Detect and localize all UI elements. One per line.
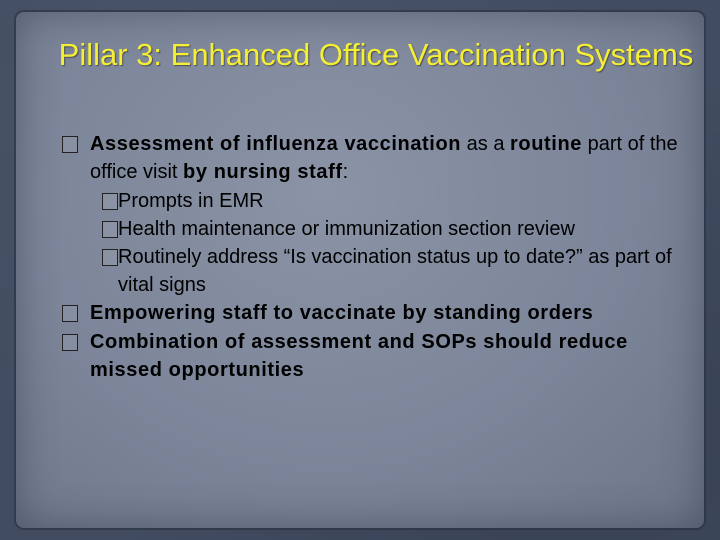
square-bullet-icon bbox=[62, 305, 78, 322]
square-bullet-icon bbox=[102, 221, 118, 238]
square-bullet-icon bbox=[102, 193, 118, 210]
bullet-text-part: by nursing staff bbox=[183, 161, 343, 183]
bullet-text-part: Routinely address “Is vaccination status up to date?” as part of vital signs bbox=[118, 246, 672, 296]
bullet-text-part: Assessment of influenza vaccination bbox=[90, 133, 462, 155]
bullet-text-part: Prompts in EMR bbox=[118, 190, 264, 212]
slide-title: Pillar 3: Enhanced Office Vaccination Systems bbox=[58, 37, 694, 72]
bullet-text-part: as a bbox=[461, 133, 511, 155]
bullet-text-part: Health maintenance or immunization section review bbox=[118, 218, 575, 240]
slide-body bbox=[62, 130, 682, 385]
bullet-text-part: Combination of assessment and SOPs should reduce missed opportunities bbox=[90, 331, 628, 381]
bullet-text-part: Empowering staff to vaccinate by standing orders bbox=[90, 302, 594, 324]
bullet-item-combination bbox=[62, 328, 682, 384]
sub-bullet-item-routinely-address bbox=[62, 243, 682, 299]
bullet-item-empowering bbox=[62, 299, 682, 327]
bullet-text-part: : bbox=[342, 161, 349, 183]
bullet-text-part: routine bbox=[510, 133, 583, 155]
square-bullet-icon bbox=[62, 136, 78, 153]
bullet-text-part: part of the office visit bbox=[90, 133, 678, 183]
square-bullet-icon bbox=[102, 249, 118, 266]
sub-bullet-item-health-maintenance bbox=[62, 215, 682, 243]
sub-bullet-item-prompts bbox=[62, 187, 682, 215]
bullet-item-assessment bbox=[62, 130, 682, 186]
square-bullet-icon bbox=[62, 334, 78, 351]
